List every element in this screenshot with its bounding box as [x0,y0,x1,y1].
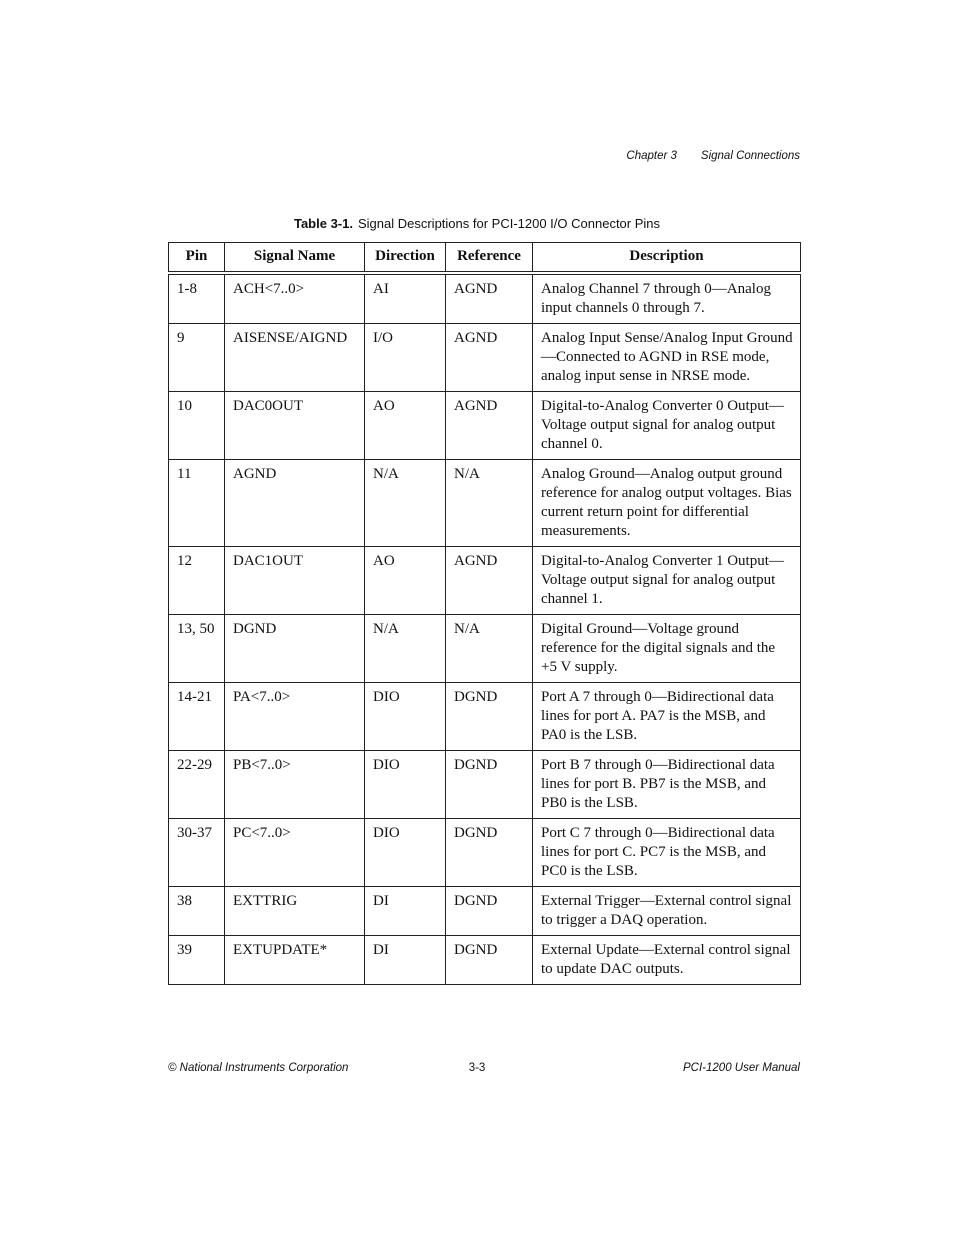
table-row [169,819,801,887]
cell-reference: N/A [446,460,533,547]
cell-description: External Trigger—External control signal to trigger a DAQ operation. [533,887,801,936]
table-row [169,936,801,985]
header-chapter: Chapter 3 [626,150,677,162]
column-header-description: Description [533,243,801,274]
cell-direction: DI [365,887,446,936]
cell-description: Port A 7 through 0—Bidirectional data lines for port A. PA7 is the MSB, and PA0 is the LSB. [533,683,801,751]
cell-description: Digital-to-Analog Converter 0 Output—Voltage output signal for analog output channel 0. [533,392,801,460]
cell-signal-name: PC<7..0> [225,819,365,887]
cell-pin: 30-37 [169,819,225,887]
column-header-direction: Direction [365,243,446,274]
header-section: Signal Connections [700,150,800,162]
column-header-reference: Reference [446,243,533,274]
cell-signal-name: PA<7..0> [225,683,365,751]
cell-pin: 22-29 [169,751,225,819]
cell-pin: 13, 50 [169,615,225,683]
cell-pin: 38 [169,887,225,936]
cell-description: Port B 7 through 0—Bidirectional data lines for port B. PB7 is the MSB, and PB0 is the LSB. [533,751,801,819]
cell-description: External Update—External control signal to update DAC outputs. [533,936,801,985]
cell-direction: AO [365,392,446,460]
table-row [169,324,801,392]
table-row [169,460,801,547]
footer-manual-title: PCI-1200 User Manual [683,1062,800,1074]
cell-direction: DIO [365,819,446,887]
cell-signal-name: EXTUPDATE* [225,936,365,985]
cell-direction: N/A [365,615,446,683]
cell-description: Port C 7 through 0—Bidirectional data lines for port C. PC7 is the MSB, and PC0 is the LSB. [533,819,801,887]
cell-direction: DIO [365,751,446,819]
footer-copyright: © National Instruments Corporation [168,1062,349,1074]
cell-signal-name: EXTTRIG [225,887,365,936]
cell-description: Analog Channel 7 through 0—Analog input channels 0 through 7. [533,273,801,324]
cell-pin: 12 [169,547,225,615]
table-row [169,683,801,751]
cell-signal-name: DAC0OUT [225,392,365,460]
cell-signal-name: DAC1OUT [225,547,365,615]
footer-page-number: 3-3 [468,1062,486,1074]
table-row [169,615,801,683]
cell-direction: AI [365,273,446,324]
table-caption [0,216,954,231]
cell-reference: AGND [446,273,533,324]
table-row [169,392,801,460]
cell-pin: 9 [169,324,225,392]
cell-direction: AO [365,547,446,615]
table-row [169,887,801,936]
cell-pin: 1-8 [169,273,225,324]
signal-descriptions-table [168,242,801,985]
cell-reference: DGND [446,936,533,985]
table-row [169,751,801,819]
cell-description: Analog Ground—Analog output ground reference for analog output voltages. Bias current return point for differential measurements. [533,460,801,547]
cell-direction: DI [365,936,446,985]
column-header-pin: Pin [169,243,225,274]
cell-reference: AGND [446,392,533,460]
cell-reference: DGND [446,819,533,887]
column-header-signal-name: Signal Name [225,243,365,274]
cell-reference: DGND [446,887,533,936]
table-caption-label: Table 3-1. [293,216,353,231]
table-row [169,273,801,324]
cell-signal-name: DGND [225,615,365,683]
cell-direction: I/O [365,324,446,392]
cell-direction: N/A [365,460,446,547]
cell-description: Digital Ground—Voltage ground reference for the digital signals and the +5 V supply. [533,615,801,683]
cell-direction: DIO [365,683,446,751]
running-header [626,150,800,162]
table-header-row [169,243,801,274]
cell-description: Analog Input Sense/Analog Input Ground—Connected to AGND in RSE mode, analog input sense in NRSE mode. [533,324,801,392]
cell-pin: 39 [169,936,225,985]
cell-signal-name: PB<7..0> [225,751,365,819]
cell-pin: 10 [169,392,225,460]
cell-signal-name: AGND [225,460,365,547]
cell-pin: 14-21 [169,683,225,751]
table-row [169,547,801,615]
cell-reference: AGND [446,547,533,615]
cell-signal-name: ACH<7..0> [225,273,365,324]
cell-reference: DGND [446,751,533,819]
cell-reference: N/A [446,615,533,683]
cell-pin: 11 [169,460,225,547]
cell-signal-name: AISENSE/AIGND [225,324,365,392]
cell-description: Digital-to-Analog Converter 1 Output—Voltage output signal for analog output channel 1. [533,547,801,615]
cell-reference: DGND [446,683,533,751]
cell-reference: AGND [446,324,533,392]
table-caption-text: Signal Descriptions for PCI-1200 I/O Connector Pins [357,216,661,231]
